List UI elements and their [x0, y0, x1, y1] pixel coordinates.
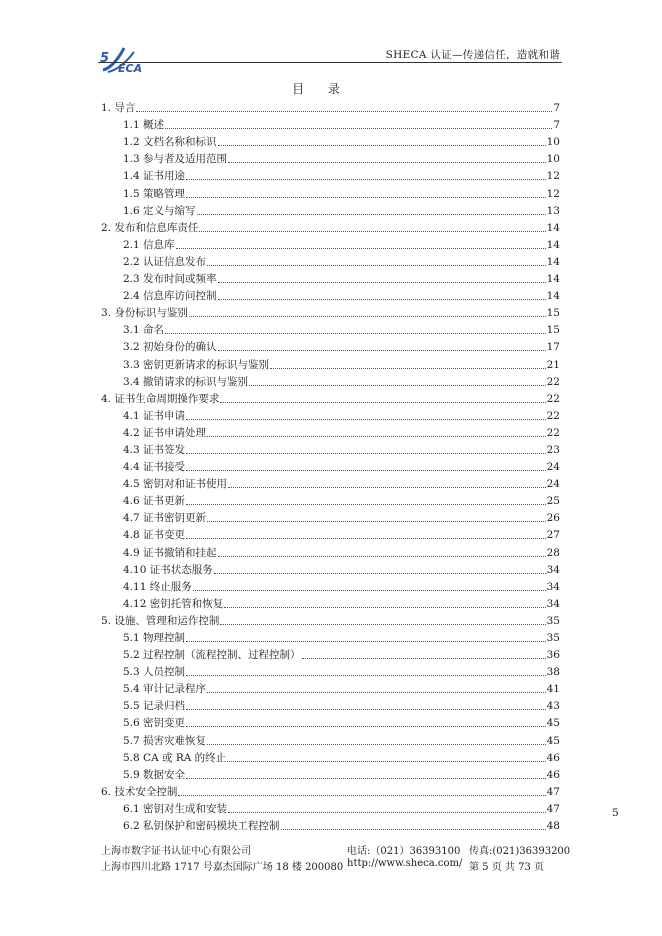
toc-subsection-entry[interactable]: [101, 353, 560, 370]
toc-entry-label: 4.2 证书申请处理: [123, 426, 207, 439]
toc-entry-label: 3. 身份标识与鉴别: [101, 307, 188, 320]
toc-subsection-entry[interactable]: [101, 268, 560, 285]
toc-entry-label: 5.8 CA 或 RA 的终止: [123, 751, 227, 764]
toc-subsection-entry[interactable]: [101, 148, 560, 165]
toc-entry-label: 5.5 记录归档: [123, 700, 186, 713]
toc-entry-label: 1.3 参与者及适用范围: [123, 153, 228, 166]
toc-entry-page: 27: [546, 529, 560, 542]
toc-entry-label: 1.5 策略管理: [123, 187, 186, 200]
toc-entry-label: 4.12 密钥托管和恢复: [123, 597, 224, 610]
toc-entry-label: 5.7 损害灾难恢复: [123, 734, 207, 747]
toc-subsection-entry[interactable]: [101, 165, 560, 182]
toc-entry-label: 3.3 密钥更新请求的标识与鉴别: [123, 358, 270, 371]
toc-subsection-entry[interactable]: [101, 473, 560, 490]
toc-entry-page: 17: [546, 341, 560, 354]
toc-leader-dots: [186, 179, 546, 180]
toc-subsection-entry[interactable]: [101, 593, 560, 610]
toc-subsection-entry[interactable]: [101, 507, 560, 524]
toc-subsection-entry[interactable]: [101, 371, 560, 388]
toc-entry-label: 4.4 证书接受: [123, 461, 186, 474]
footer-website[interactable]: http://www.sheca.com/: [347, 858, 463, 869]
toc-leader-dots: [186, 504, 546, 505]
toc-entry-label: 3.1 命名: [123, 324, 165, 337]
toc-subsection-entry[interactable]: [101, 131, 560, 148]
toc-leader-dots: [186, 675, 546, 676]
toc-entry-page: 25: [546, 495, 560, 508]
toc-entry-page: 34: [546, 580, 560, 593]
toc-entry-page: 24: [546, 478, 560, 491]
toc-entry-label: 5.1 物理控制: [123, 632, 186, 644]
toc-subsection-entry[interactable]: [101, 627, 560, 644]
footer-phone: 电话:（021）36393100: [347, 846, 461, 857]
toc-entry-page: 14: [546, 273, 560, 286]
toc-entry-label: 4.7 证书密钥更新: [123, 512, 207, 525]
toc-entry-label: 4.10 证书状态服务: [123, 563, 213, 576]
toc-entry-label: 2.3 发布时间或频率: [123, 273, 217, 286]
toc-subsection-entry[interactable]: [101, 524, 560, 541]
toc-entry-label: 6.2 私钥保护和密码模块工程控制: [123, 820, 280, 833]
toc-entry-page: 12: [546, 170, 560, 183]
header-rule: [98, 62, 562, 63]
toc-leader-dots: [186, 641, 546, 642]
toc-leader-dots: [228, 162, 546, 163]
toc-leader-dots: [207, 744, 546, 745]
toc-subsection-entry[interactable]: [101, 712, 560, 729]
toc-leader-dots: [186, 470, 546, 471]
toc-leader-dots: [207, 521, 546, 522]
toc-entry-page: 14: [546, 290, 560, 303]
toc-leader-dots: [249, 385, 546, 386]
toc-entry-page: 22: [546, 409, 560, 422]
toc-title: 目 录: [292, 82, 350, 96]
toc-section-entry[interactable]: [101, 781, 560, 798]
toc-entry-label: 1.6 定义与缩写: [123, 204, 196, 217]
toc-entry-label: 5.4 审计记录程序: [123, 683, 207, 696]
sheca-logo: [98, 44, 148, 76]
toc-leader-dots: [270, 368, 546, 369]
toc-subsection-entry[interactable]: [101, 764, 560, 781]
toc-subsection-entry[interactable]: [101, 114, 560, 131]
toc-leader-dots: [197, 214, 546, 215]
toc-subsection-entry[interactable]: [101, 319, 560, 336]
toc-leader-dots: [207, 692, 546, 693]
toc-subsection-entry[interactable]: [101, 541, 560, 558]
toc-subsection-entry[interactable]: [101, 336, 560, 353]
toc-entry-label: 4.1 证书申请: [123, 409, 186, 422]
toc-entry-label: 4.8 证书变更: [123, 529, 186, 542]
toc-subsection-entry[interactable]: [101, 559, 560, 576]
toc-subsection-entry[interactable]: [101, 200, 560, 217]
header-tagline: SHECA 认证—传递信任，造就和谐: [385, 49, 560, 61]
toc-entry-page: 24: [546, 461, 560, 474]
toc-entry-label: 4. 证书生命周期操作要求: [101, 392, 220, 405]
toc-entry-page: 21: [546, 358, 560, 371]
toc-entry-page: 38: [546, 666, 560, 679]
toc-subsection-entry[interactable]: [101, 182, 560, 199]
toc-entry-page: 15: [546, 307, 560, 320]
toc-entry-page: 7: [553, 102, 560, 115]
toc-entry-page: 7: [553, 119, 560, 132]
table-of-contents: [101, 97, 560, 832]
toc-entry-page: 14: [546, 221, 560, 234]
toc-entry-label: 4.5 密钥对和证书使用: [123, 478, 228, 491]
toc-subsection-entry[interactable]: [101, 576, 560, 593]
toc-leader-dots: [228, 812, 546, 813]
toc-entry-page: 35: [546, 614, 560, 627]
toc-leader-dots: [281, 829, 546, 830]
toc-leader-dots: [214, 573, 546, 574]
toc-subsection-entry[interactable]: [101, 815, 560, 832]
toc-leader-dots: [165, 128, 552, 129]
toc-entry-page: 48: [546, 820, 560, 833]
toc-entry-page: 47: [546, 785, 560, 798]
toc-entry-label: 1.4 证书用途: [123, 170, 186, 183]
toc-subsection-entry[interactable]: [101, 678, 560, 695]
toc-leader-dots: [186, 453, 546, 454]
toc-leader-dots: [218, 145, 546, 146]
toc-entry-label: 1.1 概述: [123, 119, 165, 132]
toc-entry-page: 22: [546, 375, 560, 388]
toc-entry-label: 2.4 信息库访问控制: [123, 290, 217, 303]
toc-entry-page: 45: [546, 734, 560, 747]
toc-section-entry[interactable]: [101, 302, 560, 319]
toc-entry-page: 28: [546, 546, 560, 559]
toc-subsection-entry[interactable]: [101, 456, 560, 473]
toc-section-entry[interactable]: [101, 388, 560, 405]
toc-subsection-entry[interactable]: [101, 405, 560, 422]
toc-entry-page: 12: [546, 187, 560, 200]
toc-leader-dots: [218, 350, 546, 351]
toc-entry-page: 47: [546, 802, 560, 815]
toc-leader-dots: [186, 538, 546, 539]
toc-subsection-entry[interactable]: [101, 251, 560, 268]
toc-entry-page: 10: [546, 153, 560, 166]
toc-entry-page: 22: [546, 426, 560, 439]
toc-entry-page: 36: [546, 649, 560, 662]
toc-entry-page: 23: [546, 443, 560, 456]
toc-leader-dots: [193, 590, 546, 591]
toc-subsection-entry[interactable]: [101, 695, 560, 712]
toc-leader-dots: [207, 436, 546, 437]
toc-leader-dots: [186, 419, 546, 420]
toc-entry-page: 46: [546, 751, 560, 764]
toc-subsection-entry[interactable]: [101, 729, 560, 746]
footer-company: 上海市数字证书认证中心有限公司: [101, 846, 251, 857]
footer-fax: 传真:(021)36393200: [469, 846, 571, 857]
toc-entry-page: 34: [546, 563, 560, 576]
toc-leader-dots: [176, 248, 546, 249]
toc-entry-page: 13: [546, 204, 560, 217]
toc-section-entry[interactable]: [101, 97, 560, 114]
toc-leader-dots: [178, 795, 545, 796]
toc-entry-page: 41: [546, 683, 560, 696]
footer-address: 上海市四川北路 1717 号嘉杰国际广场 18 楼 200080: [101, 862, 344, 873]
toc-leader-dots: [186, 197, 546, 198]
toc-subsection-entry[interactable]: [101, 661, 560, 678]
toc-entry-label: 2.1 信息库: [123, 238, 175, 251]
toc-entry-label: 1. 导言: [101, 102, 136, 115]
toc-entry-label: 5. 设施、管理和运作控制: [101, 614, 220, 627]
toc-entry-label: 5.3 人员控制: [123, 666, 186, 679]
toc-leader-dots: [165, 333, 546, 334]
toc-entry-label: 4.11 终止服务: [123, 580, 192, 593]
toc-subsection-entry[interactable]: [101, 439, 560, 456]
toc-entry-page: 45: [546, 717, 560, 730]
toc-leader-dots: [189, 316, 546, 317]
toc-entry-page: 22: [546, 392, 560, 405]
toc-leader-dots: [136, 111, 552, 112]
toc-entry-page: 43: [546, 700, 560, 713]
toc-entry-label: 5.2 过程控制（流程控制、过程控制）: [123, 649, 301, 662]
toc-entry-label: 3.4 撤销请求的标识与鉴别: [123, 375, 249, 388]
toc-entry-page: 15: [546, 324, 560, 337]
side-page-number: 5: [612, 807, 619, 819]
toc-entry-label: 2.2 认证信息发布: [123, 255, 207, 268]
toc-subsection-entry[interactable]: [101, 234, 560, 251]
toc-leader-dots: [207, 265, 546, 266]
toc-leader-dots: [218, 282, 546, 283]
toc-entry-page: 14: [546, 255, 560, 268]
toc-entry-page: 46: [546, 768, 560, 781]
toc-section-entry[interactable]: [101, 217, 560, 234]
toc-leader-dots: [199, 231, 545, 232]
toc-subsection-entry[interactable]: [101, 747, 560, 764]
toc-leader-dots: [220, 402, 545, 403]
toc-subsection-entry[interactable]: [101, 422, 560, 439]
toc-leader-dots: [228, 487, 546, 488]
toc-subsection-entry[interactable]: [101, 644, 560, 661]
toc-entry-label: 1.2 文档名称和标识: [123, 136, 217, 149]
toc-subsection-entry[interactable]: [101, 285, 560, 302]
toc-leader-dots: [186, 709, 546, 710]
toc-entry-page: 10: [546, 136, 560, 149]
toc-subsection-entry[interactable]: [101, 490, 560, 507]
toc-leader-dots: [218, 556, 546, 557]
svg-text:5: 5: [100, 51, 110, 66]
toc-entry-label: 2. 发布和信息库责任: [101, 221, 199, 234]
toc-entry-page: 35: [546, 632, 560, 644]
toc-leader-dots: [186, 726, 546, 727]
toc-entry-label: 6.1 密钥对生成和安装: [123, 802, 228, 815]
toc-entry-label: 5.9 数据安全: [123, 768, 186, 781]
toc-entry-page: 34: [546, 597, 560, 610]
toc-entry-label: 6. 技术安全控制: [101, 785, 178, 798]
svg-text:ECA: ECA: [118, 62, 143, 75]
toc-entry-label: 4.9 证书撤销和挂起: [123, 546, 217, 559]
toc-leader-dots: [224, 607, 545, 608]
toc-leader-dots: [186, 778, 546, 779]
toc-entry-page: 26: [546, 512, 560, 525]
toc-entry-page: 14: [546, 238, 560, 251]
toc-entry-label: 3.2 初始身份的确认: [123, 341, 217, 354]
toc-subsection-entry[interactable]: [101, 798, 560, 815]
toc-leader-dots: [220, 624, 545, 625]
toc-entry-label: 4.3 证书签发: [123, 443, 186, 456]
toc-entry-label: 5.6 密钥变更: [123, 717, 186, 730]
toc-entry-label: 4.6 证书更新: [123, 495, 186, 508]
toc-section-entry[interactable]: [101, 610, 560, 627]
footer-page-info: 第 5 页 共 73 页: [469, 862, 544, 873]
toc-leader-dots: [227, 761, 545, 762]
toc-leader-dots: [218, 299, 546, 300]
toc-leader-dots: [302, 658, 546, 659]
